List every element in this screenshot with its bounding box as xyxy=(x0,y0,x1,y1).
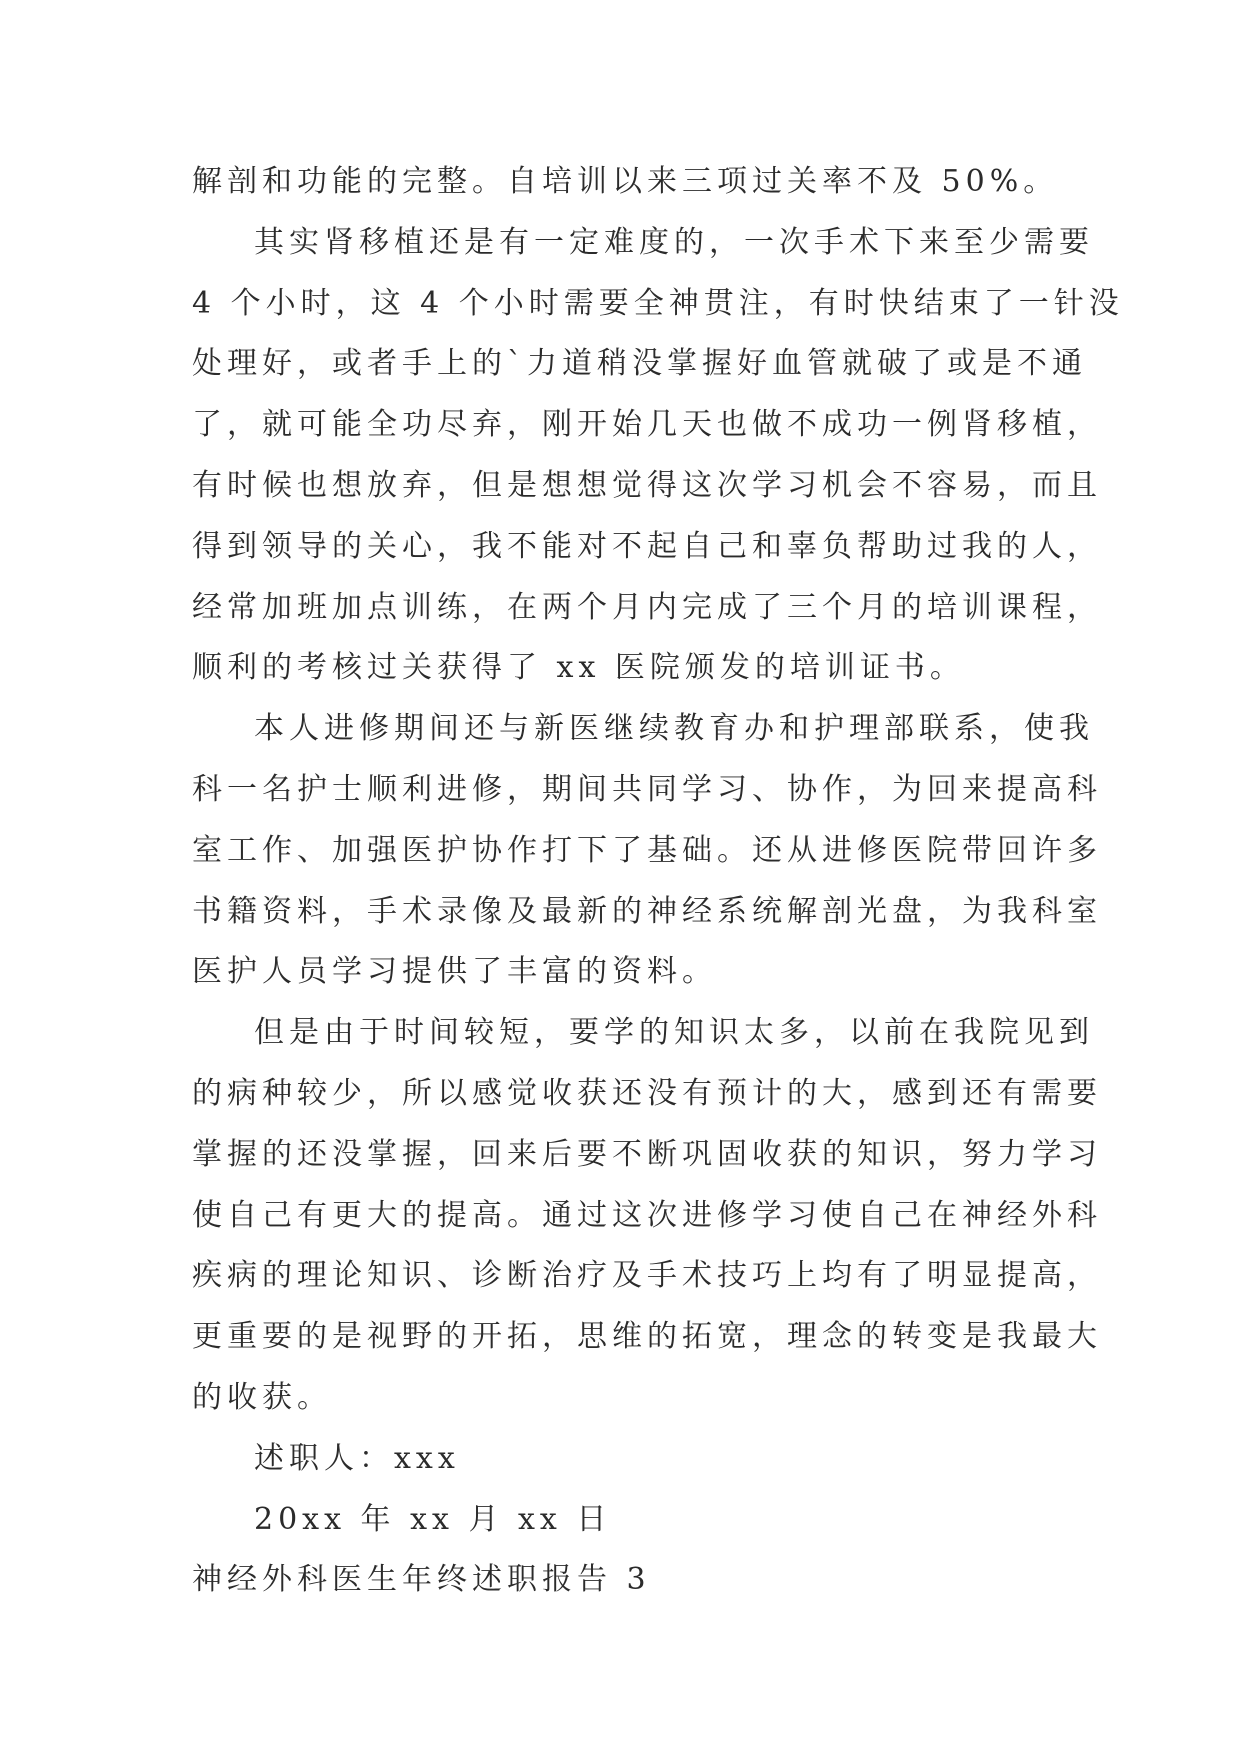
text-line: 处理好，或者手上的`力道稍没掌握好血管就破了或是不通 xyxy=(192,346,1087,382)
text-line: 经常加班加点训练，在两个月内完成了三个月的培训课程， xyxy=(192,589,1102,625)
text-line: 掌握的还没掌握，回来后要不断巩固收获的知识，努力学习 xyxy=(192,1136,1102,1172)
text-line: 顺利的考核过关获得了 xx 医院颁发的培训证书。 xyxy=(192,650,965,686)
text-line: 更重要的是视野的开拓，思维的拓宽，理念的转变是我最大 xyxy=(192,1319,1102,1355)
text-line: 解剖和功能的完整。自培训以来三项过关率不及 50%。 xyxy=(192,164,1059,199)
text-line: 室工作、加强医护协作打下了基础。还从进修医院带回许多 xyxy=(192,832,1102,868)
text-line: 神经外科医生年终述职报告 3 xyxy=(192,1562,651,1598)
text-line: 科一名护士顺利进修，期间共同学习、协作，为回来提高科 xyxy=(192,771,1102,807)
text-line: 书籍资料，手术录像及最新的神经系统解剖光盘，为我科室 xyxy=(192,893,1102,929)
document-body xyxy=(192,152,1124,1611)
text-line: 的收获。 xyxy=(192,1379,332,1415)
text-line: 但是由于时间较短，要学的知识太多，以前在我院见到 xyxy=(254,1015,1094,1051)
text-line: 使自己有更大的提高。通过这次进修学习使自己在神经外科 xyxy=(192,1197,1102,1233)
text-line: 20xx 年 xx 月 xx 日 xyxy=(254,1501,612,1537)
text-line: 的病种较少，所以感觉收获还没有预计的大，感到还有需要 xyxy=(192,1075,1102,1111)
text-line: 有时候也想放弃，但是想想觉得这次学习机会不容易，而且 xyxy=(192,467,1102,503)
text-line: 本人进修期间还与新医继续教育办和护理部联系，使我 xyxy=(254,711,1094,747)
text-line: 了，就可能全功尽弃，刚开始几天也做不成功一例肾移植， xyxy=(192,407,1102,443)
text-line: 述职人：xxx xyxy=(254,1440,460,1476)
text-line: 其实肾移植还是有一定难度的，一次手术下来至少需要 xyxy=(254,224,1094,260)
text-line: 医护人员学习提供了丰富的资料。 xyxy=(192,954,717,990)
text-line: 得到领导的关心，我不能对不起自己和辜负帮助过我的人， xyxy=(192,528,1102,564)
text-line: 疾病的理论知识、诊断治疗及手术技巧上均有了明显提高， xyxy=(192,1258,1102,1294)
text-line: 4 个小时，这 4 个小时需要全神贯注，有时快结束了一针没 xyxy=(192,285,1124,321)
